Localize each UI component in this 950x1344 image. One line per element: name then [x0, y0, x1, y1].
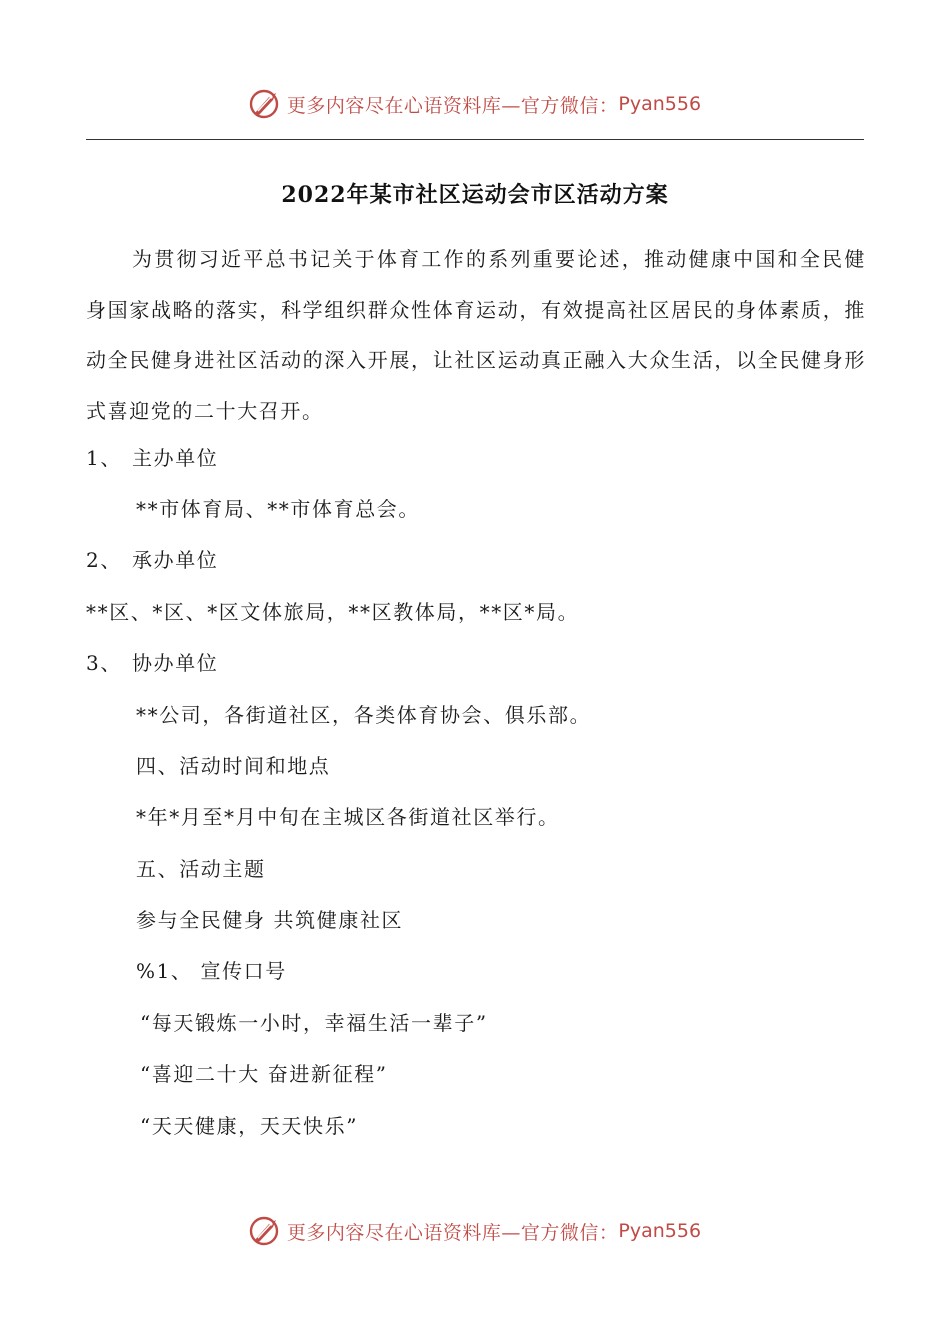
section-title: 主办单位 [132, 446, 219, 470]
theme-heading: 五、活动主题 [136, 857, 266, 881]
section-number: 3、 [86, 651, 122, 675]
pen-nib-icon [249, 1214, 283, 1248]
section-number: 1、 [86, 446, 122, 470]
section-content: **公司，各街道社区，各类体育协会、俱乐部。 [136, 703, 592, 727]
banner-wechat-id: Pyan556 [618, 93, 702, 115]
header-banner [0, 84, 950, 124]
slogan-item: “每天锻炼一小时，幸福生活一辈子” [140, 1011, 488, 1035]
section-content: **市体育局、**市体育总会。 [136, 497, 420, 521]
section-title: 协办单位 [132, 651, 219, 675]
section-content: **区、*区、*区文体旅局，**区教体局，**区*局。 [86, 600, 580, 624]
section-heading [86, 649, 218, 677]
slogan-item: “喜迎二十大 奋进新征程” [140, 1062, 388, 1086]
section-number: 2、 [86, 548, 122, 572]
banner-text: 更多内容尽在心语资料库—官方微信： [286, 1221, 619, 1244]
slogan-item: “天天健康，天天快乐” [140, 1114, 359, 1138]
section-heading [86, 444, 218, 472]
intro-paragraph: 为贯彻习近平总书记关于体育工作的系列重要论述，推动健康中国和全民健身国家战略的落实，科学组织群众性体育运动，有效提高社区居民的身体素质，推动全民健身进社区活动的深入开展，让社区运动真正融入大众生活，以全民健身形式喜迎党的二十大召开。 [86, 247, 866, 423]
time-place-content: *年*月至*月中旬在主城区各街道社区举行。 [136, 805, 560, 829]
footer-banner [0, 1211, 950, 1251]
banner-text: 更多内容尽在心语资料库—官方微信： [286, 94, 619, 117]
pen-nib-icon [249, 87, 283, 121]
time-place-heading: 四、活动时间和地点 [136, 754, 331, 778]
header-divider [86, 139, 864, 140]
theme-content: 参与全民健身 共筑健康社区 [136, 908, 404, 932]
banner-wechat-id: Pyan556 [618, 1220, 702, 1242]
section-title: 承办单位 [132, 548, 219, 572]
document-title: 2022年某市社区运动会市区活动方案 [281, 182, 669, 208]
section-heading [86, 546, 218, 574]
slogans-heading: %1、 宣传口号 [136, 959, 287, 983]
